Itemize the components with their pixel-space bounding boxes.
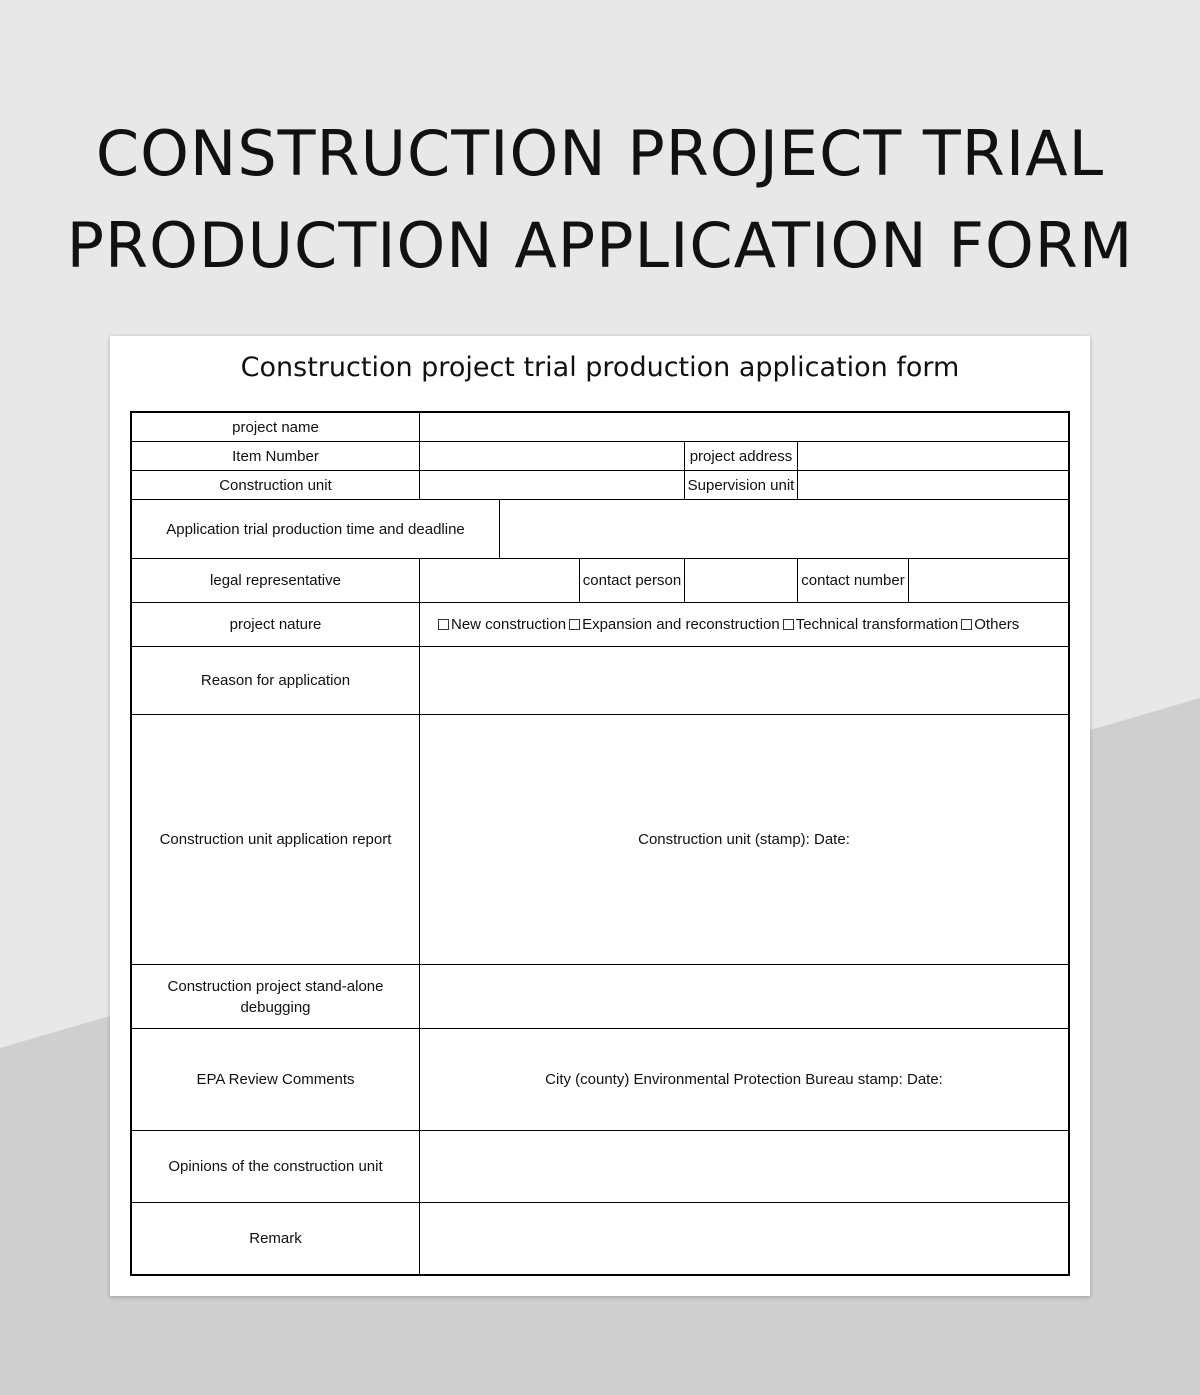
field-project-address[interactable] — [798, 442, 1068, 470]
option-new-construction[interactable]: New construction — [438, 614, 566, 635]
field-construction-unit[interactable] — [420, 471, 684, 499]
field-contact-person[interactable] — [685, 559, 797, 602]
option-others[interactable]: Others — [961, 614, 1019, 635]
epa-stamp-text: City (county) Environmental Protection Bureau stamp: Date: — [545, 1071, 943, 1088]
label-opinions: Opinions of the construction unit — [168, 1158, 383, 1175]
form-table — [130, 411, 1070, 1276]
label-epa-comments: EPA Review Comments — [196, 1071, 355, 1088]
field-item-number[interactable] — [420, 442, 684, 470]
checkbox-icon[interactable] — [569, 619, 580, 630]
field-application-report[interactable] — [420, 715, 1068, 964]
label-legal-representative: legal representative — [210, 572, 341, 589]
option-technical-transformation[interactable]: Technical transformation — [783, 614, 959, 635]
form-sheet — [110, 336, 1090, 1296]
label-remark: Remark — [249, 1230, 302, 1247]
label-item-number: Item Number — [232, 447, 319, 465]
label-contact-number: contact number — [801, 572, 905, 589]
label-contact-person: contact person — [582, 572, 682, 589]
checkbox-icon[interactable] — [961, 619, 972, 630]
headline-line-1: CONSTRUCTION PROJECT TRIAL — [95, 117, 1105, 190]
label-application-report: Construction unit application report — [159, 831, 392, 848]
field-opinions[interactable] — [420, 1131, 1068, 1202]
field-debugging[interactable] — [420, 965, 1068, 1028]
label-debugging: Construction project stand-alone debugging — [167, 977, 384, 1016]
label-supervision-unit: Supervision unit — [687, 476, 795, 494]
headline-line-2: PRODUCTION APPLICATION FORM — [66, 209, 1134, 282]
checkbox-icon[interactable] — [438, 619, 449, 630]
project-nature-options — [438, 603, 1068, 646]
field-supervision-unit[interactable] — [798, 471, 1068, 499]
label-reason: Reason for application — [200, 672, 351, 689]
label-project-address: project address — [689, 447, 793, 465]
field-contact-number[interactable] — [909, 559, 1068, 602]
page-headline — [0, 108, 1200, 292]
report-stamp-text: Construction unit (stamp): Date: — [638, 831, 850, 848]
label-project-nature: project nature — [229, 616, 322, 633]
field-epa-comments[interactable] — [420, 1029, 1068, 1130]
checkbox-icon[interactable] — [783, 619, 794, 630]
option-expansion[interactable]: Expansion and reconstruction — [569, 614, 780, 635]
form-title: Construction project trial production application form — [240, 352, 960, 383]
field-legal-representative[interactable] — [420, 559, 579, 602]
field-remark[interactable] — [420, 1203, 1068, 1274]
field-reason[interactable] — [420, 647, 1068, 714]
label-project-name: project name — [232, 418, 319, 436]
label-construction-unit: Construction unit — [219, 476, 332, 494]
field-project-name[interactable] — [420, 413, 1068, 441]
label-trial-time: Application trial production time and deadline — [166, 520, 465, 538]
field-trial-time[interactable] — [500, 500, 1068, 558]
